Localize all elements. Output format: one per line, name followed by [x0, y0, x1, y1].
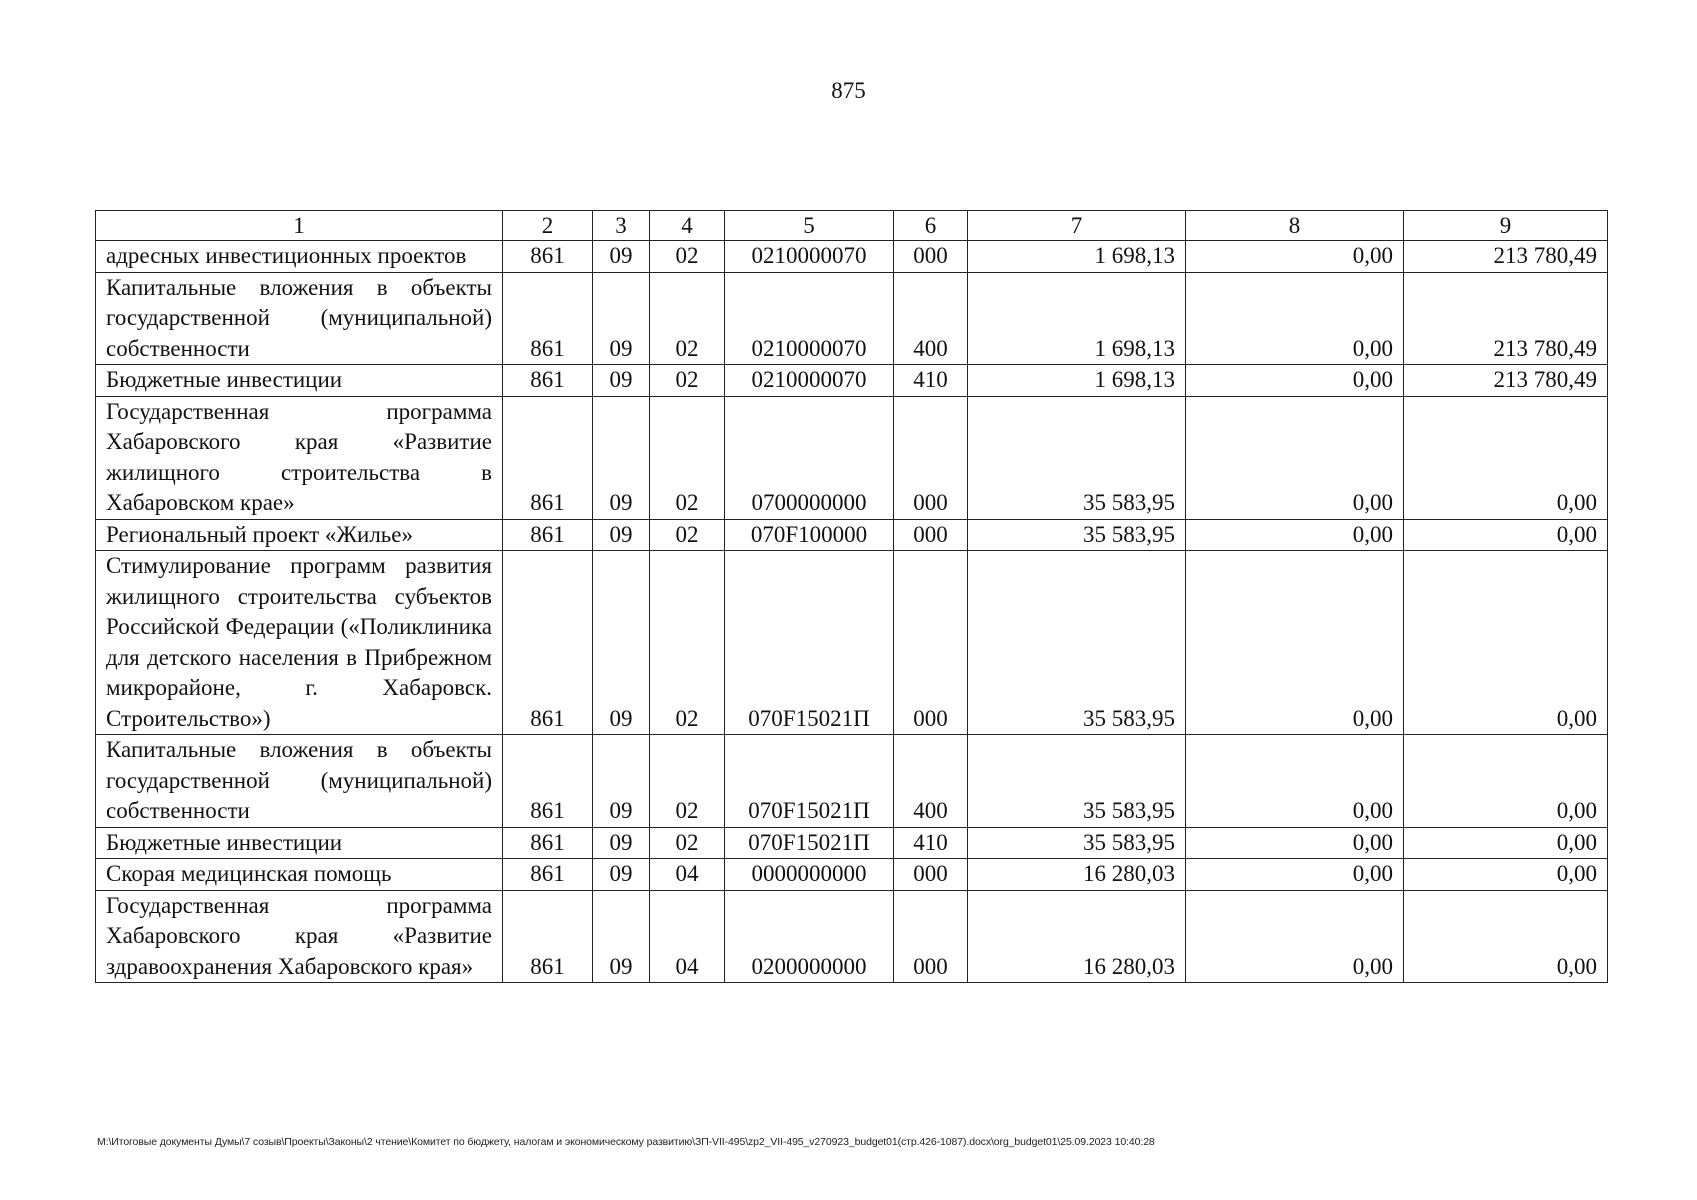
cell-target-article: 070F15021П [725, 735, 894, 828]
column-header: 2 [503, 211, 593, 241]
cell-amount-8: 0,00 [1186, 735, 1404, 828]
cell-amount-8: 0,00 [1186, 551, 1404, 735]
cell-ministry: 861 [503, 396, 593, 519]
cell-target-article: 0210000070 [725, 272, 894, 365]
cell-expense-type: 000 [894, 859, 968, 891]
table-row [96, 859, 1608, 891]
column-header: 9 [1404, 211, 1608, 241]
cell-expense-type: 000 [894, 241, 968, 273]
cell-section: 09 [593, 519, 650, 551]
cell-expense-type: 000 [894, 396, 968, 519]
cell-target-article: 0700000000 [725, 396, 894, 519]
cell-ministry: 861 [503, 519, 593, 551]
cell-target-article: 070F100000 [725, 519, 894, 551]
row-name-cell: Государственная программа Хабаровского края «Развитие здравоохранения Хабаровского края» [96, 890, 503, 983]
cell-ministry: 861 [503, 272, 593, 365]
cell-amount-8: 0,00 [1186, 890, 1404, 983]
cell-subsection: 02 [650, 551, 725, 735]
cell-subsection: 02 [650, 396, 725, 519]
cell-ministry: 861 [503, 241, 593, 273]
cell-target-article: 0200000000 [725, 890, 894, 983]
cell-amount-9: 213 780,49 [1404, 272, 1608, 365]
cell-section: 09 [593, 551, 650, 735]
column-header: 7 [968, 211, 1186, 241]
cell-ministry: 861 [503, 551, 593, 735]
cell-amount-7: 35 583,95 [968, 735, 1186, 828]
cell-section: 09 [593, 365, 650, 397]
cell-amount-9: 0,00 [1404, 735, 1608, 828]
cell-subsection: 02 [650, 241, 725, 273]
cell-amount-7: 35 583,95 [968, 551, 1186, 735]
cell-amount-7: 1 698,13 [968, 272, 1186, 365]
cell-section: 09 [593, 859, 650, 891]
row-name-cell: Региональный проект «Жилье» [96, 519, 503, 551]
row-name-cell: адресных инвестиционных проектов [96, 241, 503, 273]
cell-amount-7: 16 280,03 [968, 859, 1186, 891]
row-name-cell: Скорая медицинская помощь [96, 859, 503, 891]
cell-subsection: 02 [650, 365, 725, 397]
cell-subsection: 02 [650, 827, 725, 859]
cell-amount-8: 0,00 [1186, 396, 1404, 519]
row-name-cell: Стимулирование программ развития жилищного строительства субъектов Российской Федерации («Поликлиника для детского населения в Прибрежном микрорайоне, г. Хабаровск. Строительство») [96, 551, 503, 735]
cell-expense-type: 400 [894, 272, 968, 365]
cell-section: 09 [593, 241, 650, 273]
table-row [96, 519, 1608, 551]
cell-amount-8: 0,00 [1186, 272, 1404, 365]
cell-amount-7: 35 583,95 [968, 519, 1186, 551]
cell-section: 09 [593, 827, 650, 859]
table-row [96, 735, 1608, 828]
row-name-cell: Бюджетные инвестиции [96, 827, 503, 859]
cell-expense-type: 410 [894, 365, 968, 397]
table-row [96, 241, 1608, 273]
cell-amount-9: 0,00 [1404, 859, 1608, 891]
column-header: 5 [725, 211, 894, 241]
cell-ministry: 861 [503, 859, 593, 891]
row-name-cell: Бюджетные инвестиции [96, 365, 503, 397]
row-name-cell: Капитальные вложения в объекты государственной (муниципальной) собственности [96, 272, 503, 365]
cell-target-article: 0210000070 [725, 241, 894, 273]
row-name-cell: Государственная программа Хабаровского края «Развитие жилищного строительства в Хабаровском крае» [96, 396, 503, 519]
cell-ministry: 861 [503, 365, 593, 397]
cell-subsection: 02 [650, 272, 725, 365]
cell-subsection: 02 [650, 735, 725, 828]
column-header: 4 [650, 211, 725, 241]
cell-expense-type: 400 [894, 735, 968, 828]
page-number: 875 [831, 78, 866, 103]
cell-amount-9: 0,00 [1404, 396, 1608, 519]
table-row [96, 890, 1608, 983]
cell-expense-type: 000 [894, 551, 968, 735]
cell-amount-9: 0,00 [1404, 890, 1608, 983]
table-row [96, 396, 1608, 519]
cell-section: 09 [593, 735, 650, 828]
column-header: 1 [96, 211, 503, 241]
cell-amount-7: 1 698,13 [968, 365, 1186, 397]
table-row [96, 272, 1608, 365]
cell-amount-9: 0,00 [1404, 827, 1608, 859]
column-header: 6 [894, 211, 968, 241]
document-path-footer: M:\Итоговые документы Думы\7 созыв\Проекты\Законы\2 чтение\Комитет по бюджету, налогам и экономическому развитию\ЗП-VII-495\zp2_VII-495_v270923_budget01(стр.426-1087).docx\org_budget01\25.09.2023 10:40:28 [97, 1136, 1155, 1148]
cell-amount-7: 35 583,95 [968, 396, 1186, 519]
cell-amount-7: 16 280,03 [968, 890, 1186, 983]
row-name-cell: Капитальные вложения в объекты государственной (муниципальной) собственности [96, 735, 503, 828]
budget-table [95, 210, 1608, 983]
cell-ministry: 861 [503, 890, 593, 983]
cell-amount-8: 0,00 [1186, 241, 1404, 273]
cell-target-article: 070F15021П [725, 827, 894, 859]
cell-amount-9: 213 780,49 [1404, 365, 1608, 397]
cell-amount-7: 1 698,13 [968, 241, 1186, 273]
cell-amount-8: 0,00 [1186, 365, 1404, 397]
cell-expense-type: 410 [894, 827, 968, 859]
cell-amount-8: 0,00 [1186, 859, 1404, 891]
cell-section: 09 [593, 272, 650, 365]
cell-target-article: 0000000000 [725, 859, 894, 891]
cell-amount-8: 0,00 [1186, 519, 1404, 551]
cell-amount-8: 0,00 [1186, 827, 1404, 859]
cell-amount-9: 213 780,49 [1404, 241, 1608, 273]
cell-amount-9: 0,00 [1404, 551, 1608, 735]
cell-section: 09 [593, 890, 650, 983]
cell-subsection: 04 [650, 890, 725, 983]
column-header: 3 [593, 211, 650, 241]
column-header: 8 [1186, 211, 1404, 241]
table-row [96, 365, 1608, 397]
table-row [96, 551, 1608, 735]
cell-ministry: 861 [503, 827, 593, 859]
table-header-row [96, 211, 1608, 241]
cell-amount-7: 35 583,95 [968, 827, 1186, 859]
cell-expense-type: 000 [894, 890, 968, 983]
table-row [96, 827, 1608, 859]
cell-target-article: 0210000070 [725, 365, 894, 397]
cell-section: 09 [593, 396, 650, 519]
cell-expense-type: 000 [894, 519, 968, 551]
cell-ministry: 861 [503, 735, 593, 828]
cell-amount-9: 0,00 [1404, 519, 1608, 551]
cell-subsection: 02 [650, 519, 725, 551]
cell-subsection: 04 [650, 859, 725, 891]
cell-target-article: 070F15021П [725, 551, 894, 735]
